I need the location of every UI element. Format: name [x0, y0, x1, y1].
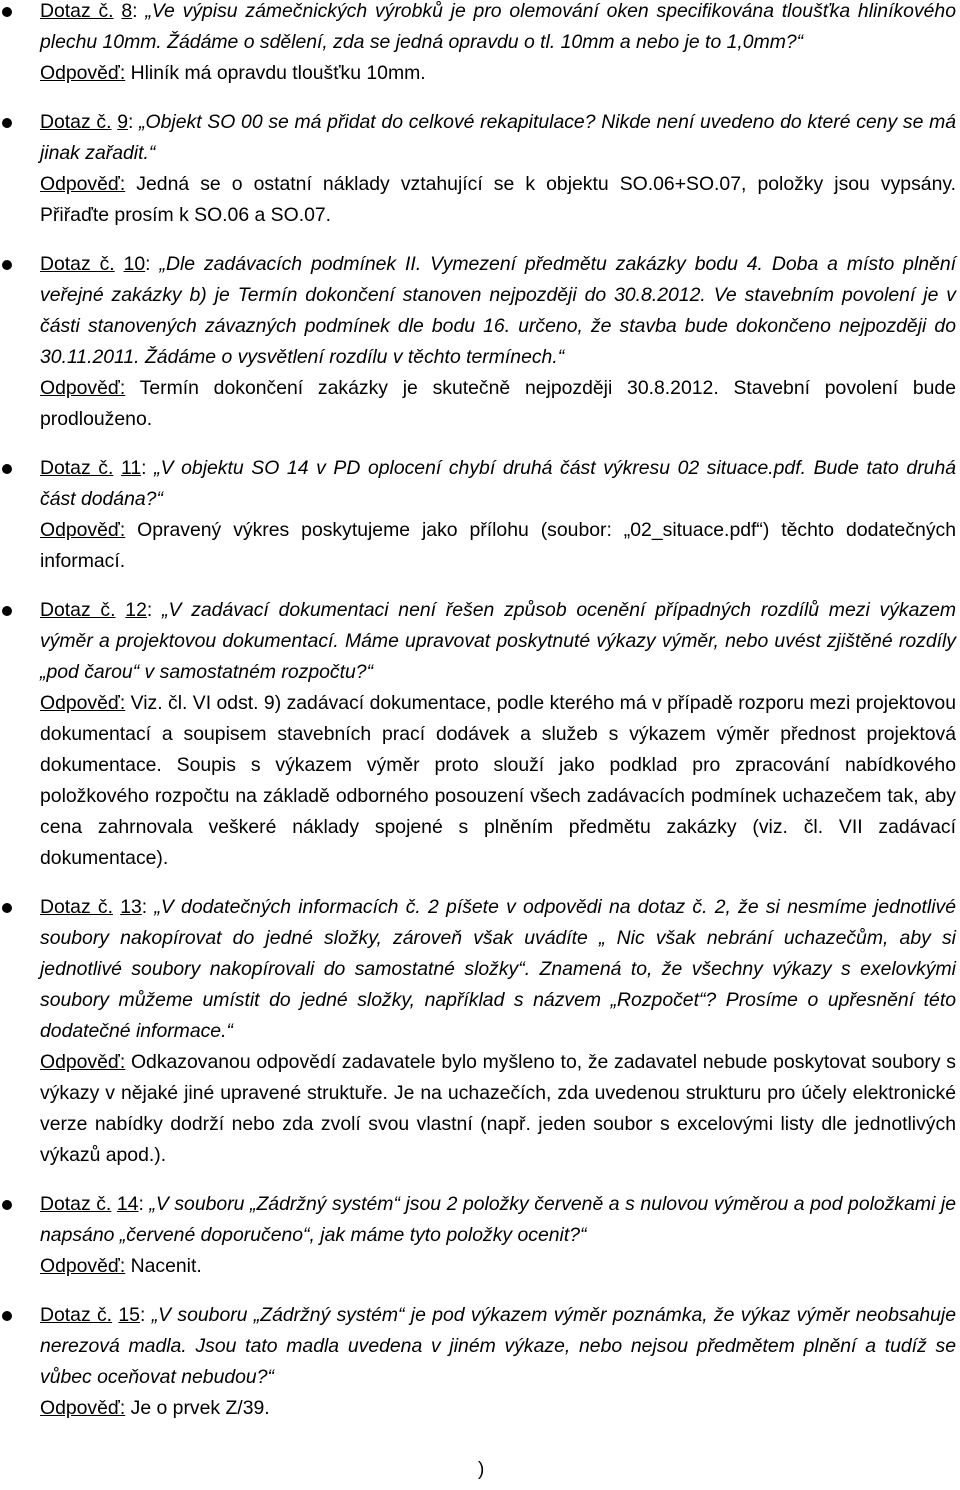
question-paragraph — [40, 249, 956, 373]
question-paragraph — [40, 1300, 956, 1393]
bullet-icon — [2, 1311, 12, 1321]
question-label: Dotaz č. — [40, 1304, 113, 1326]
answer-paragraph — [40, 58, 956, 89]
bullet-icon — [2, 7, 12, 17]
qa-item-14 — [0, 1189, 960, 1282]
question-separator: : — [132, 0, 138, 22]
question-number: 14 — [116, 1193, 139, 1215]
bullet-icon — [2, 606, 12, 616]
question-label: Dotaz č. — [40, 1193, 112, 1215]
answer-text: Je o prvek Z/39. — [125, 1397, 270, 1419]
answer-label: Odpověď: — [40, 377, 126, 399]
question-number: 9 — [117, 111, 128, 133]
bullet-icon — [2, 260, 12, 270]
question-number: 12 — [125, 599, 147, 621]
question-text: „Objekt SO 00 se má přidat do celkové rekapitulace? Nikde není uvedeno do které ceny se má jinak zařadit.“ — [40, 111, 957, 164]
question-separator: : — [138, 1193, 144, 1215]
question-number: 13 — [120, 896, 142, 918]
qa-item-10 — [0, 249, 960, 435]
qa-item-12 — [0, 595, 960, 874]
question-paragraph — [40, 453, 956, 515]
qa-item-13 — [0, 892, 960, 1171]
answer-text: Termín dokončení zakázky je skutečně nejpozději 30.8.2012. Stavební povolení bude prodlouženo. — [40, 377, 956, 430]
question-number: 8 — [121, 0, 133, 22]
answer-paragraph — [40, 373, 956, 435]
question-text: „V zadávací dokumentaci není řešen způsob ocenění případných rozdílů mezi výkazem výměr a projektovou dokumentací. Máme upravovat poskytnuté výkazy výměr, nebo uvést zjištěné rozdíly „pod čarou“ v samostatném rozpočtu?“ — [40, 599, 957, 683]
question-separator: : — [146, 599, 153, 621]
answer-label: Odpověď: — [40, 1397, 126, 1419]
question-separator: : — [141, 896, 148, 918]
question-paragraph — [40, 892, 956, 1047]
question-label: Dotaz č. — [40, 111, 112, 133]
question-paragraph — [40, 107, 956, 169]
answer-paragraph — [40, 1047, 956, 1171]
footer-mark: ) — [478, 1459, 485, 1480]
question-text: „V objektu SO 14 v PD oplocení chybí druhá část výkresu 02 situace.pdf. Bude tato druhá část dodána?“ — [40, 457, 957, 510]
answer-paragraph — [40, 688, 956, 874]
answer-label: Odpověď: — [40, 519, 126, 541]
bullet-icon — [2, 118, 12, 128]
qa-item-9 — [0, 107, 960, 231]
answer-label: Odpověď: — [40, 173, 126, 195]
answer-paragraph — [40, 1393, 956, 1424]
question-label: Dotaz č. — [40, 253, 115, 275]
answer-label: Odpověď: — [40, 62, 126, 84]
question-separator: : — [139, 1304, 146, 1326]
question-text: „Ve výpisu zámečnických výrobků je pro olemování oken specifikována tloušťka hliníkového plechu 10mm. Žádáme o sdělení, zda se jedná opravdu o tl. 10mm a nebo je to 1,0mm?“ — [40, 0, 957, 53]
question-text: „V souboru „Zádržný systém“ jsou 2 položky červeně a s nulovou výměrou a pod položkami je napsáno „červené doporučeno“, jak máme tyto položky ocenit?“ — [40, 1193, 957, 1246]
answer-text: Jedná se o ostatní náklady vztahující se k objektu SO.06+SO.07, položky jsou vypsány. Přiřaďte prosím k SO.06 a SO.07. — [40, 173, 956, 226]
question-separator: : — [127, 111, 134, 133]
answer-label: Odpověď: — [40, 692, 126, 714]
question-text: „V dodatečných informacích č. 2 píšete v odpovědi na dotaz č. 2, že si nesmíme jednotlivé soubory nakopírovat do jedné složky, zároveň však uvádíte „ Nic však nebrání uchazečům, aby si jednotlivé soubory nakopírovali do samostatné složky“. Znamená to, že všechny výkazy s exelovkými soubory můžeme umístit do jedné složky, například s názvem „Rozpočet“? Prosíme o upřesnění této dodatečné informace.“ — [40, 896, 957, 1042]
question-label: Dotaz č. — [40, 457, 114, 479]
qa-item-8 — [0, 0, 960, 89]
qa-item-11 — [0, 453, 960, 577]
answer-text: Odkazovanou odpovědí zadavatele bylo myšleno to, že zadavatel nebude poskytovat soubory s výkazy v nějaké jiné upravené struktuře. Je na uchazečích, zda uvedenou strukturu pro účely elektronické verze nabídky dodrží nebo zda zvolí svou vlastní (např. jeden soubor s excelovými listy dle jednotlivých výkazů apod.). — [40, 1051, 956, 1166]
qa-item-15 — [0, 1300, 960, 1424]
question-text: „Dle zadávacích podmínek II. Vymezení předmětu zakázky bodu 4. Doba a místo plnění veřejné zakázky b) je Termín dokončení stanoven nejpozději do 30.8.2012. Ve stavebním povolení je v části stanovených závazných podmínek dle bodu 16. určeno, že stavba bude dokončeno nejpozději do 30.11.2011. Žádáme o vysvětlení rozdílu v těchto termínech.“ — [40, 253, 957, 368]
question-label: Dotaz č. — [40, 0, 114, 22]
answer-label: Odpověď: — [40, 1255, 126, 1277]
question-text: „V souboru „Zádržný systém“ je pod výkazem výměr poznámka, že výkaz výměr neobsahuje nerezová madla. Jsou tato madla uvedena v jiném výkaze, nebo nejsou předmětem plnění a tudíž se vůbec oceňovat nebudou?“ — [40, 1304, 957, 1388]
answer-text: Opravený výkres poskytujeme jako přílohu (soubor: „02_situace.pdf“) těchto dodatečných informací. — [40, 519, 956, 572]
answer-label: Odpověď: — [40, 1051, 126, 1073]
answer-paragraph — [40, 515, 956, 577]
question-separator: : — [141, 457, 147, 479]
answer-text: Nacenit. — [125, 1255, 202, 1277]
question-paragraph — [40, 595, 956, 688]
question-paragraph — [40, 1189, 956, 1251]
question-number: 15 — [118, 1304, 140, 1326]
question-label: Dotaz č. — [40, 896, 113, 918]
answer-paragraph — [40, 169, 956, 231]
question-paragraph — [40, 0, 956, 58]
bullet-icon — [2, 903, 12, 913]
answer-paragraph — [40, 1251, 956, 1282]
bullet-icon — [2, 1200, 12, 1210]
question-number: 10 — [123, 253, 146, 275]
bullet-icon — [2, 464, 12, 474]
question-label: Dotaz č. — [40, 599, 116, 621]
answer-text: Hliník má opravdu tloušťku 10mm. — [125, 62, 426, 84]
answer-text: Viz. čl. VI odst. 9) zadávací dokumentace, podle kterého má v případě rozporu mezi projektovou dokumentací a soupisem stavebních prací dodávek a služeb s výkazem výměr přednost projektová dokumentace. Soupis s výkazem výměr proto slouží jako podklad pro zpracování nabídkového položkového rozpočtu na základě odborného posouzení všech zadávacích podmínek uchazečem tak, aby cena zahrnovala veškeré náklady spojené s plněním předmětu zakázky (viz. čl. VII zadávací dokumentace). — [40, 692, 956, 869]
question-number: 11 — [120, 457, 142, 479]
question-separator: : — [145, 253, 151, 275]
